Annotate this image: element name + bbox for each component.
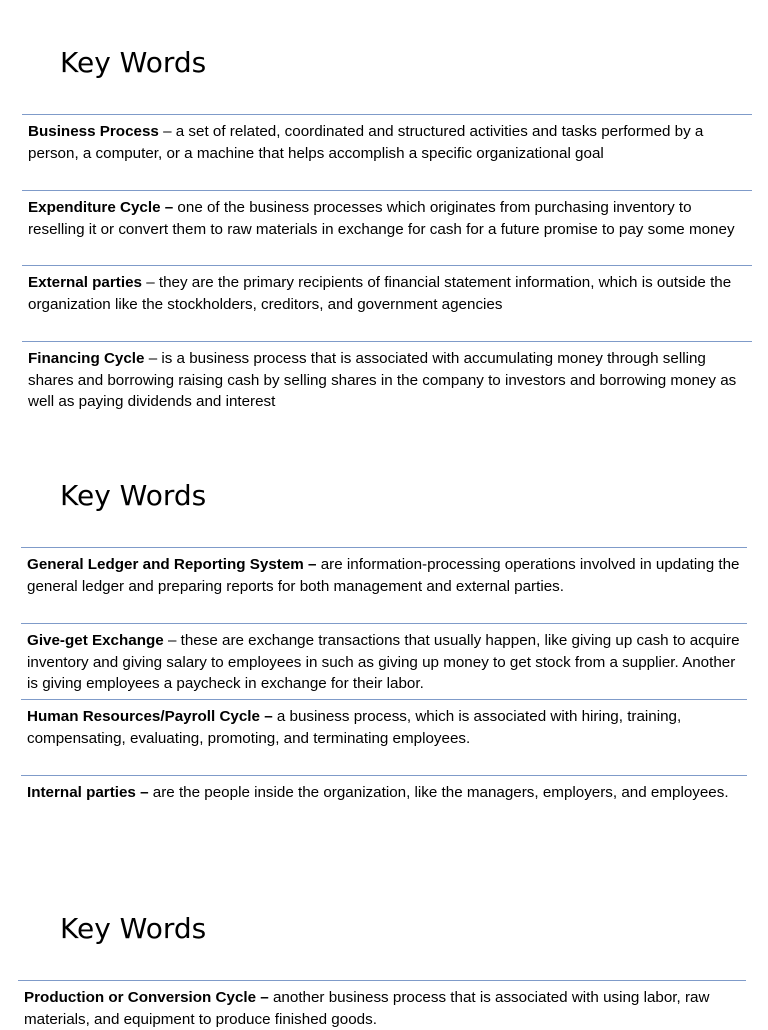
term-entry: [28, 272, 746, 315]
term-row-financing-cycle: [22, 341, 752, 413]
term-row-internal-parties: [21, 775, 747, 804]
slide-1: [0, 0, 768, 440]
term-row-production-cycle: [18, 980, 746, 1030]
term-definition: a business process, which is associated with hiring, training, compensating, evaluating, promoting, and terminating employees.: [27, 708, 682, 747]
term-entry: [28, 348, 746, 413]
slide-title: Key Words: [60, 46, 207, 79]
term-entry: [27, 782, 741, 804]
term-name: Expenditure Cycle –: [28, 199, 174, 216]
term-entry: [28, 197, 746, 240]
term-row-business-process: [22, 114, 752, 164]
term-name: General Ledger and Reporting System –: [27, 556, 317, 573]
term-name: Business Process: [28, 123, 159, 140]
term-definition: they are the primary recipients of financial statement information, which is outside the organization like the stockholders, creditors, and government agencies: [28, 274, 732, 313]
term-entry: [27, 554, 741, 597]
term-row-expenditure-cycle: [22, 190, 752, 240]
term-row-external-parties: [22, 265, 752, 315]
term-definition: a set of related, coordinated and structured activities and tasks performed by a person, a computer, or a machine that helps accomplish a specific organizational goal: [28, 123, 704, 162]
slide-title: Key Words: [60, 912, 207, 945]
term-name: Production or Conversion Cycle –: [24, 989, 269, 1006]
term-name: External parties: [28, 274, 142, 291]
term-definition: one of the business processes which originates from purchasing inventory to reselling it or convert them to raw materials in exchange for cash for a future promise to pay some money: [28, 199, 735, 238]
slide-title: Key Words: [60, 479, 207, 512]
term-entry: [28, 121, 746, 164]
term-entry: [27, 706, 741, 749]
term-name: Give-get Exchange: [27, 632, 164, 649]
term-row-human-resources: [21, 699, 747, 749]
term-definition: are the people inside the organization, like the managers, employers, and employees.: [152, 784, 729, 801]
term-definition: another business process that is associated with using labor, raw materials, and equipment to produce finished goods.: [24, 989, 710, 1028]
term-definition: is a business process that is associated with accumulating money through selling shares and borrowing raising cash by selling shares in the company to investors and borrowing money as well as paying dividends and interest: [28, 350, 737, 410]
term-definition: these are exchange transactions that usually happen, like giving up cash to acquire inventory and giving salary to employees in such as giving up money to get stock from a supplier. Another is giving employees a paycheck in exchange for their labor.: [27, 632, 740, 692]
term-definition: are information-processing operations involved in updating the general ledger and preparing reports for both management and external parties.: [27, 556, 740, 595]
term-row-general-ledger: [21, 547, 747, 597]
term-row-give-get-exchange: [21, 623, 747, 695]
slide-2: [0, 440, 768, 870]
term-name: Human Resources/Payroll Cycle –: [27, 708, 273, 725]
term-separator: –: [163, 632, 181, 649]
term-separator: –: [158, 123, 176, 140]
term-entry: [27, 630, 741, 695]
term-separator: –: [141, 274, 159, 291]
slide-3: [0, 870, 768, 1028]
term-separator: –: [144, 350, 162, 367]
term-name: Financing Cycle: [28, 350, 145, 367]
term-name: Internal parties –: [27, 784, 149, 801]
